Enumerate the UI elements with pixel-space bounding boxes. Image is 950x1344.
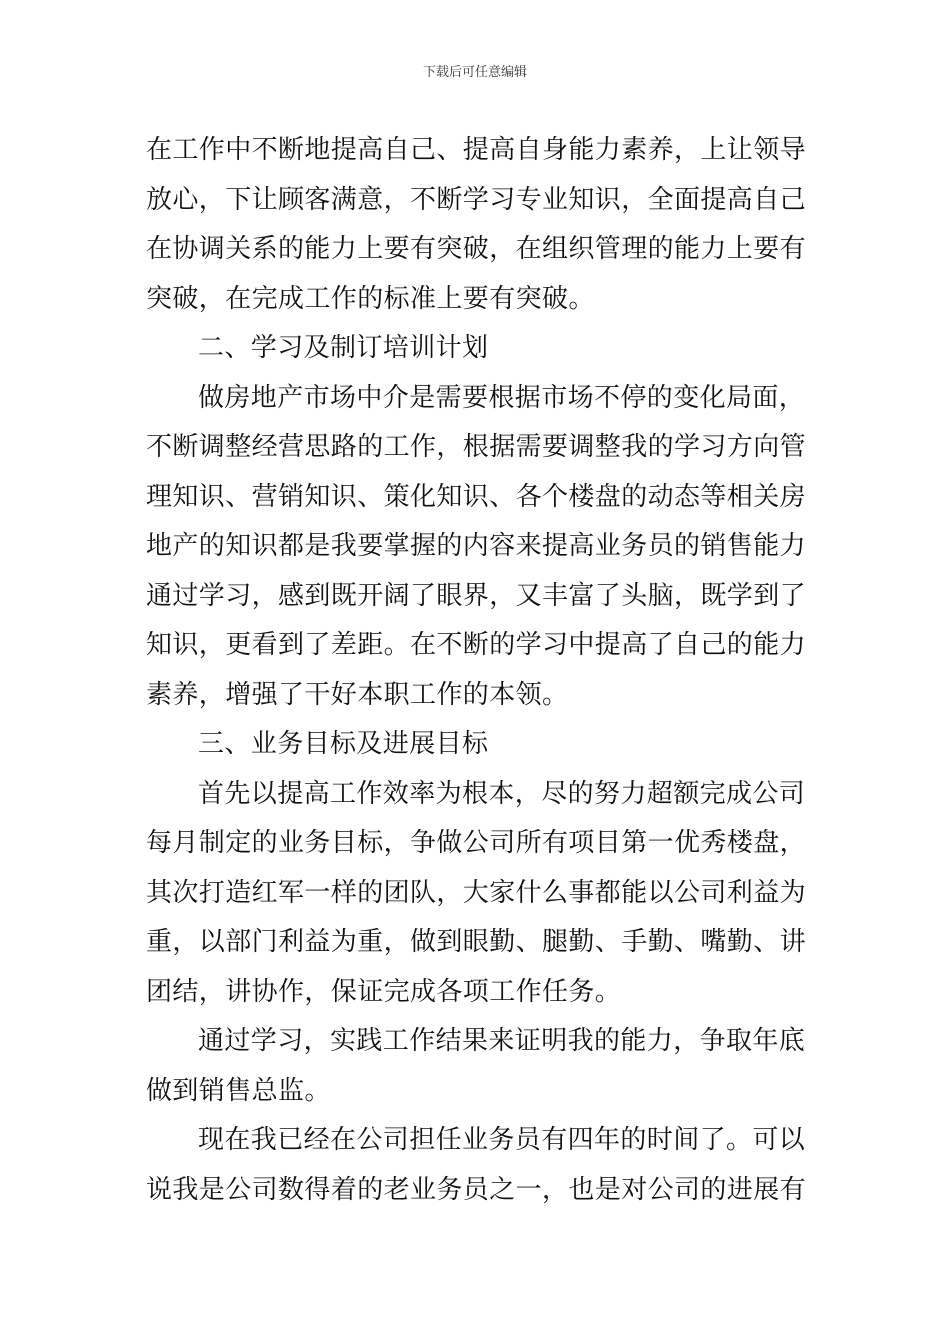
- text-line: 素养，增强了干好本职工作的本领。: [146, 679, 569, 710]
- text-line: 其次打造红军一样的团队，大家什么事都能以公司利益为: [146, 877, 807, 908]
- text-line: 放心，下让顾客满意，不断学习专业知识，全面提高自己: [146, 184, 807, 215]
- text-line: 现在我已经在公司担任业务员有四年的时间了。可以: [198, 1125, 806, 1155]
- document-body: [146, 126, 808, 1215]
- text-line: 通过学习，感到既开阔了眼界，又丰富了头脑，既学到了: [146, 580, 807, 611]
- text-line: 在工作中不断地提高自己、提高自身能力素养，上让领导: [146, 135, 807, 165]
- text-line: 重，以部门利益为重，做到眼勤、腿勤、手勤、嘴勤、讲: [146, 927, 807, 957]
- text-line: 突破，在完成工作的标准上要有突破。: [146, 283, 595, 314]
- text-line: 首先以提高工作效率为根本，尽的努力超额完成公司: [198, 778, 806, 809]
- text-line: 地产的知识都是我要掌握的内容来提高业务员的销售能力: [146, 531, 807, 561]
- text-line: 说我是公司数得着的老业务员之一，也是对公司的进展有: [146, 1174, 807, 1205]
- page-header: 下载后可任意编辑: [422, 65, 527, 80]
- text-line: 通过学习，实践工作结果来证明我的能力，争取年底: [198, 1026, 806, 1056]
- text-line: 在协调关系的能力上要有突破，在组织管理的能力上要有: [146, 234, 807, 264]
- section-heading: 三、业务目标及进展目标: [198, 729, 489, 759]
- text-line: 做房地产市场中介是需要根据市场不停的变化局面，: [198, 382, 806, 413]
- text-line: 不断调整经营思路的工作，根据需要调整我的学习方向管: [146, 432, 807, 462]
- text-line: 做到销售总监。: [146, 1075, 331, 1106]
- text-line: 知识，更看到了差距。在不断的学习中提高了自己的能力: [146, 630, 807, 660]
- text-line: 团结，讲协作，保证完成各项工作任务。: [146, 976, 622, 1007]
- text-line: 每月制定的业务目标，争做公司所有项目第一优秀楼盘，: [146, 828, 807, 858]
- section-heading: 二、学习及制订培训计划: [198, 333, 489, 363]
- text-line: 理知识、营销知识、策化知识、各个楼盘的动态等相关房: [146, 481, 807, 512]
